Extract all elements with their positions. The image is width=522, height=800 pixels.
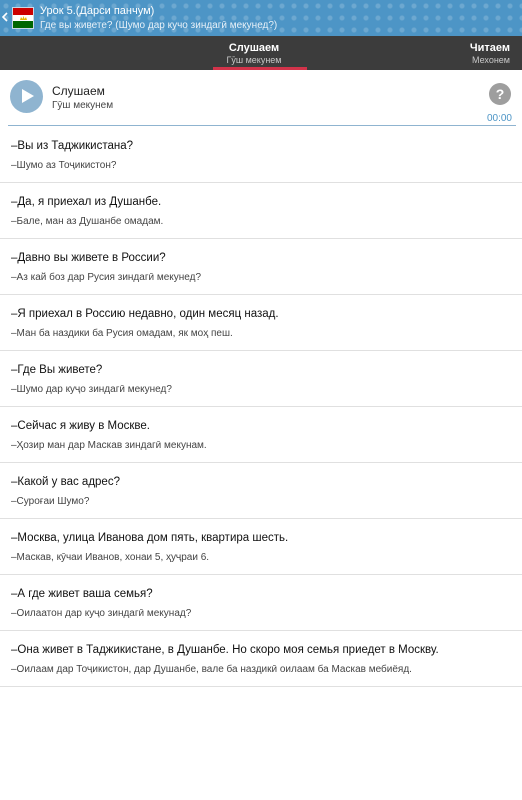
dialog-line[interactable] <box>0 407 522 463</box>
russian-phrase: –Давно вы живете в России? <box>11 252 166 264</box>
flag-stripe-bottom <box>13 21 33 28</box>
lesson-title: Урок 5.(Дарси панчум) <box>40 5 155 17</box>
tajik-translation: –Ҳозир ман дар Маскав зиндагӣ мекунам. <box>11 440 207 451</box>
play-button[interactable] <box>10 80 43 113</box>
help-button[interactable]: ? <box>489 83 511 105</box>
russian-phrase: –Я приехал в Россию недавно, один месяц назад. <box>11 308 279 320</box>
dialog-list <box>0 127 522 687</box>
tajik-translation: –Ман ба наздики ба Русия омадам, як моҳ пеш. <box>11 328 233 339</box>
russian-phrase: –Она живет в Таджикистане, в Душанбе. Но скоро моя семья приедет в Москву. <box>11 644 439 656</box>
tab-listen-label: Слушаем <box>228 42 280 54</box>
dialog-line[interactable] <box>0 575 522 631</box>
dialog-line[interactable] <box>0 351 522 407</box>
tab-listen[interactable] <box>200 36 308 70</box>
russian-phrase: –Какой у вас адрес? <box>11 476 120 488</box>
back-arrow-icon[interactable] <box>2 12 8 22</box>
tajik-translation: –Суроғаи Шумо? <box>11 496 90 507</box>
tab-read[interactable] <box>450 36 522 70</box>
tab-read-sublabel: Мехонем <box>472 55 510 65</box>
tab-read-label: Читаем <box>469 42 510 54</box>
tab-listen-sublabel: Гӯш мекунем <box>226 55 282 65</box>
playback-progress-bar[interactable] <box>8 125 516 126</box>
tajik-translation: –Оилаатон дар куҷо зиндагӣ мекунад? <box>11 608 192 619</box>
russian-phrase: –Вы из Таджикистана? <box>11 140 134 152</box>
dialog-line[interactable] <box>0 519 522 575</box>
russian-phrase: –Да, я приехал из Душанбе. <box>11 196 162 208</box>
tajik-translation: –Шумо дар куҷо зиндагӣ мекунед? <box>11 384 172 395</box>
playback-time: 00:00 <box>486 113 512 124</box>
dialog-line[interactable] <box>0 463 522 519</box>
action-bar <box>0 0 522 36</box>
russian-phrase: –А где живет ваша семья? <box>11 588 153 600</box>
audio-player <box>0 70 522 126</box>
tajikistan-flag-icon[interactable] <box>12 7 34 29</box>
dialog-line[interactable] <box>0 239 522 295</box>
flag-crown-icon <box>20 16 27 20</box>
russian-phrase: –Москва, улица Иванова дом пять, квартира шесть. <box>11 532 289 544</box>
dialog-line[interactable] <box>0 631 522 687</box>
player-subtitle: Гӯш мекунем <box>52 100 114 111</box>
tab-bar <box>0 36 522 70</box>
player-title: Слушаем <box>52 84 105 98</box>
russian-phrase: –Где Вы живете? <box>11 364 103 376</box>
tajik-translation: –Аз кай боз дар Русия зиндагӣ мекунед? <box>11 272 202 283</box>
play-icon <box>22 89 34 103</box>
flag-stripe-top <box>13 8 33 15</box>
dialog-line[interactable] <box>0 183 522 239</box>
tajik-translation: –Бале, ман аз Душанбе омадам. <box>11 216 164 227</box>
tajik-translation: –Маскав, кӯчаи Иванов, хонаи 5, ҳуҷраи 6. <box>11 552 210 563</box>
russian-phrase: –Сейчас я живу в Москве. <box>11 420 150 432</box>
dialog-line[interactable] <box>0 127 522 183</box>
dialog-line[interactable] <box>0 295 522 351</box>
lesson-subtitle: Где вы живете? (Шумо дар кучо зиндагӣ мекунед?) <box>40 20 278 31</box>
tajik-translation: –Оилаам дар Тоҷикистон, дар Душанбе, вале ба наздикӣ оилаам ба Маскав мебиёяд. <box>11 664 412 675</box>
tajik-translation: –Шумо аз Тоҷикистон? <box>11 160 117 171</box>
